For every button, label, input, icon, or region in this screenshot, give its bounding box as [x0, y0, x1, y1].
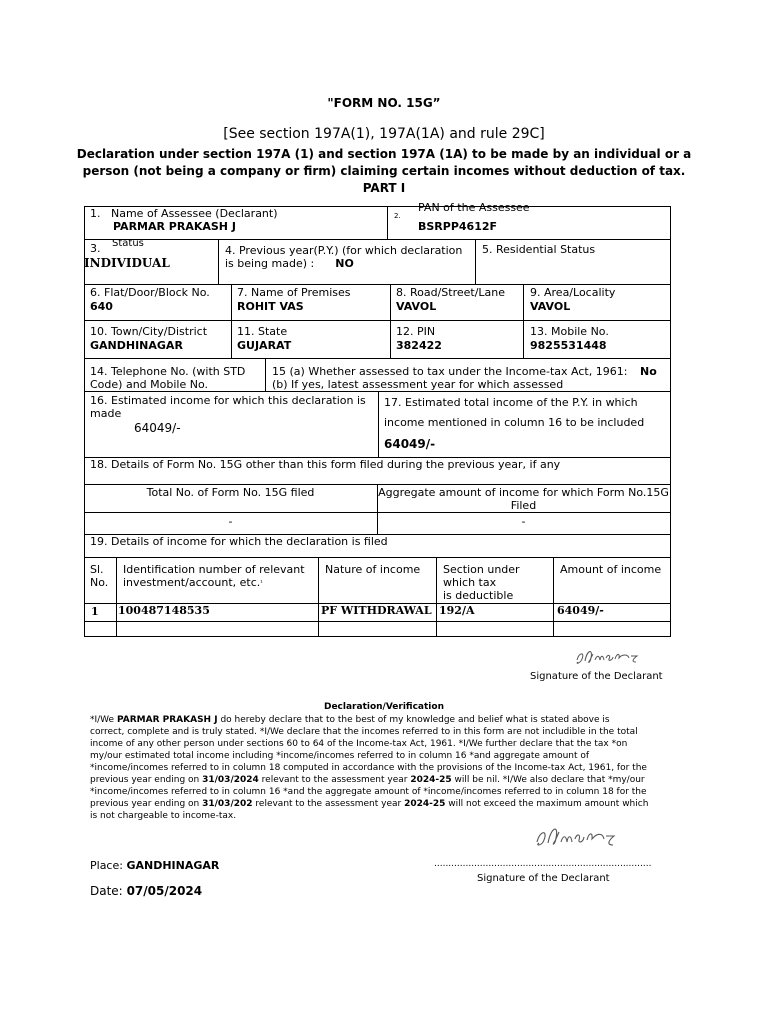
- status-value: INDIVIDUAL: [84, 256, 170, 270]
- flat-no-value: 640: [90, 300, 113, 313]
- form-title: "FORM NO. 15G”: [327, 96, 441, 110]
- pan-value: BSRPP4612F: [418, 220, 498, 233]
- field-17-label: 17. Estimated total income of the P.Y. in which income mentioned in column 16 to be included: [384, 396, 645, 429]
- previous-year-value: NO: [335, 257, 354, 270]
- road-value: VAVOL: [396, 300, 437, 313]
- col-header-sl: Sl. No.: [90, 563, 109, 589]
- field-3-label: Status: [112, 238, 144, 249]
- verification-title: Declaration/Verification: [323, 702, 444, 712]
- signature-caption-2: Signature of the Declarant: [477, 873, 610, 884]
- field-8-label: 8. Road/Street/Lane: [396, 286, 506, 299]
- field-5-label: 5. Residential Status: [482, 243, 596, 256]
- assessee-name: PARMAR PRAKASH J: [113, 220, 236, 233]
- field-3-number: 3.: [90, 242, 101, 255]
- assessed-value: No: [640, 365, 657, 378]
- field-19-label: 19. Details of income for which the declaration is filed: [90, 535, 388, 548]
- field-13-label: 13. Mobile No.: [530, 325, 609, 338]
- estimated-income-value: 64049/-: [134, 421, 181, 435]
- field-18-col-aggregate: Aggregate amount of income for which Form No.15G Filed: [378, 486, 669, 512]
- field-18-aggregate-value: -: [521, 515, 526, 528]
- field-18-col-total: Total No. of Form No. 15G filed: [146, 486, 315, 499]
- state-value: GUJARAT: [237, 339, 292, 352]
- col-header-section: Section under which tax is deductible: [443, 563, 520, 602]
- verification-text: *I/We PARMAR PRAKASH J do hereby declare that to the best of my knowledge and belief what is stated above is correct, complete and is truly stated. *I/We declare that the incomes referred to in this form are not includible in the total income of any other person under sections 60 to 64 of the Income-tax Act, 1961. *I/We further declare that the tax *on my/our estimated total income including *income/incomes referred to in column 16 *and aggregate amount of *income/incomes referred to in column 18 computed in accordance with the provisions of the Income-tax Act, 1961, for the previous year ending on 31/03/2024 relevant to the assessment year 2024-25 will be nil. *I/We also declare that *my/our *income/incomes referred to in column 16 *and the aggregate amount of *income/incomes referred to in column 18 for the previous year ending on 31/03/202 relevant to the assessment year 2024-25 will not exceed the maximum amount which is not chargeable to income-tax.: [90, 715, 649, 821]
- field-1-label: 1. Name of Assessee (Declarant): [90, 207, 278, 220]
- declaration-heading: Declaration under section 197A (1) and section 197A (1A) to be made by an individual or a person (not being a company or firm) claiming certain incomes without deduction of tax. PART I: [0, 146, 768, 197]
- field-4-label: 4. Previous year(P.Y.) (for which declaration is being made) : NO: [225, 244, 463, 270]
- signature-caption-1: Signature of the Declarant: [530, 671, 663, 682]
- field-7-label: 7. Name of Premises: [237, 286, 351, 299]
- field-15b-label: (b) If yes, latest assessment year for which assessed: [272, 378, 564, 391]
- field-16-label: 16. Estimated income for which this declaration is made: [90, 394, 366, 420]
- col-header-nature: Nature of income: [325, 563, 421, 576]
- field-18-total-value: -: [228, 515, 233, 528]
- field-18-label: 18. Details of Form No. 15G other than this form filed during the previous year, if any: [90, 458, 561, 471]
- premises-value: ROHIT VAS: [237, 300, 304, 313]
- field-11-label: 11. State: [237, 325, 288, 338]
- field-2-label: PAN of the Assessee: [418, 201, 530, 214]
- row-nature: PF WITHDRAWAL: [321, 604, 432, 617]
- field-6-label: 6. Flat/Door/Block No.: [90, 286, 210, 299]
- row-sl: 1: [91, 605, 99, 618]
- area-value: VAVOL: [530, 300, 571, 313]
- date-line: Date: 07/05/2024: [90, 884, 203, 898]
- verification-name: PARMAR PRAKASH J: [116, 715, 218, 725]
- row-section: 192/A: [439, 604, 475, 617]
- col-header-identification: Identification number of relevant investment/account, etc.¹: [123, 563, 305, 589]
- row-identification: 100487148535: [118, 604, 210, 617]
- field-12-label: 12. PIN: [396, 325, 436, 338]
- section-reference: [See section 197A(1), 197A(1A) and rule 29C]: [223, 126, 545, 142]
- signature-image-2: [533, 822, 619, 852]
- field-9-label: 9. Area/Locality: [530, 286, 616, 299]
- field-2-number: 2.: [394, 212, 401, 220]
- place-line: Place: GANDHINAGAR: [90, 859, 220, 872]
- row-amount: 64049/-: [557, 604, 604, 617]
- date-value: 07/05/2024: [126, 884, 203, 898]
- field-10-label: 10. Town/City/District: [90, 325, 208, 338]
- field-14-label: 14. Telephone No. (with STD Code) and Mobile No.: [90, 365, 246, 391]
- field-15a-label: 15 (a) Whether assessed to tax under the Income-tax Act, 1961:: [272, 365, 628, 378]
- mobile-value: 9825531448: [530, 339, 607, 352]
- signature-line: ............................................................................: [434, 859, 652, 869]
- col-header-amount: Amount of income: [560, 563, 662, 576]
- estimated-total-income-value: 64049/-: [384, 437, 436, 451]
- pin-value: 382422: [396, 339, 442, 352]
- part-label: PART I: [362, 181, 406, 195]
- town-value: GANDHINAGAR: [90, 339, 183, 352]
- place-value: GANDHINAGAR: [126, 859, 220, 872]
- signature-image-1: [573, 646, 643, 668]
